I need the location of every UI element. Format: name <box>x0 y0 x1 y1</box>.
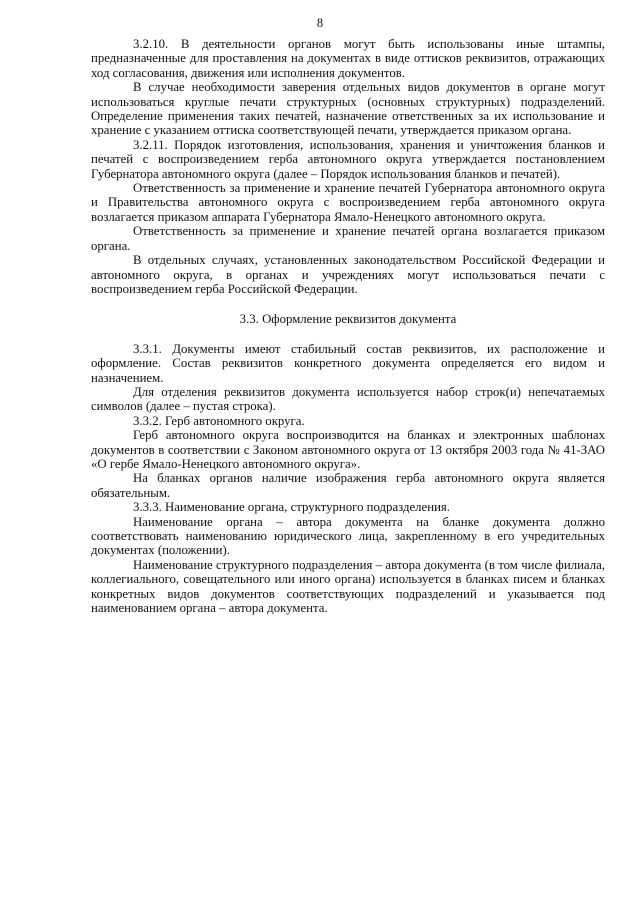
paragraph-coat-of-arms-law: Герб автономного округа воспроизводится на бланках и электронных шаблонах документов в соответствии с Законом автономного округа от 13 октября 2003 года № 41-ЗАО «О гербе Ямало-Ненецкого автономного округа». <box>91 428 605 471</box>
document-body <box>91 37 605 615</box>
paragraph-coat-of-arms-mandatory: На бланках органов наличие изображения герба автономного округа является обязательным. <box>91 471 605 500</box>
paragraph-3-3-2: 3.3.2. Герб автономного округа. <box>133 413 305 428</box>
page-number: 8 <box>316 16 324 30</box>
paragraph-organ-seals-responsibility: Ответственность за применение и хранение печатей органа возлагается приказом органа. <box>91 224 605 253</box>
paragraph-russian-federation-seals: В отдельных случаях, установленных законодательством Российской Федерации и автономного округа, в органах и учреждениях могут использоваться печати с воспроизведением герба Российской Федерации. <box>91 253 605 296</box>
paragraph-organ-name: Наименование органа – автора документа на бланке документа должно соответствовать наименованию юридического лица, закрепленному в его учредительных документах (положении). <box>91 514 605 558</box>
paragraph-3-3-3: 3.3.3. Наименование органа, структурного подразделения. <box>133 500 450 515</box>
paragraph-round-seals: В случае необходимости заверения отдельных видов документов в органе могут использоваться круглые печати структурных (основных структурных) подразделений. Определение применения таких печатей, назначение ответственных за их использование и хранение с указанием оттиска соответствующей печати, утверждается приказом органа. <box>91 80 605 138</box>
paragraph-empty-line: Для отделения реквизитов документа используется набор строк(и) непечатаемых символов (далее – пустая строка). <box>91 384 605 414</box>
paragraph-3-3-1: 3.3.1. Документы имеют стабильный состав реквизитов, их расположение и оформление. Состав реквизитов конкретного документа определяется его видом и назначением. <box>91 341 605 385</box>
section-heading-3-3: 3.3. Оформление реквизитов документа <box>239 312 457 327</box>
paragraph-3-2-10: 3.2.10. В деятельности органов могут быть использованы иные штампы, предназначенные для проставления на документах в виде оттисков реквизитов, отражающих ход согласования, движения или исполнения документов. <box>91 37 605 80</box>
paragraph-subdivision-name: Наименование структурного подразделения – автора документа (в том числе филиала, коллегиального, совещательного или иного органа) используется в бланках писем и бланках конкретных видов документов соответствующих подразделений и указывается под наименованием органа – автора документа. <box>91 557 605 616</box>
paragraph-3-2-11: 3.2.11. Порядок изготовления, использования, хранения и уничтожения бланков и печатей с воспроизведением герба автономного округа утверждается постановлением Губернатора автономного округа (далее – Порядок использования бланков и печатей). <box>91 137 605 181</box>
paragraph-governor-seals-responsibility: Ответственность за применение и хранение печатей Губернатора автономного округа и Правительства автономного округа с воспроизведением герба автономного округа возлагается приказом аппарата Губернатора Ямало-Ненецкого автономного округа. <box>91 181 605 224</box>
